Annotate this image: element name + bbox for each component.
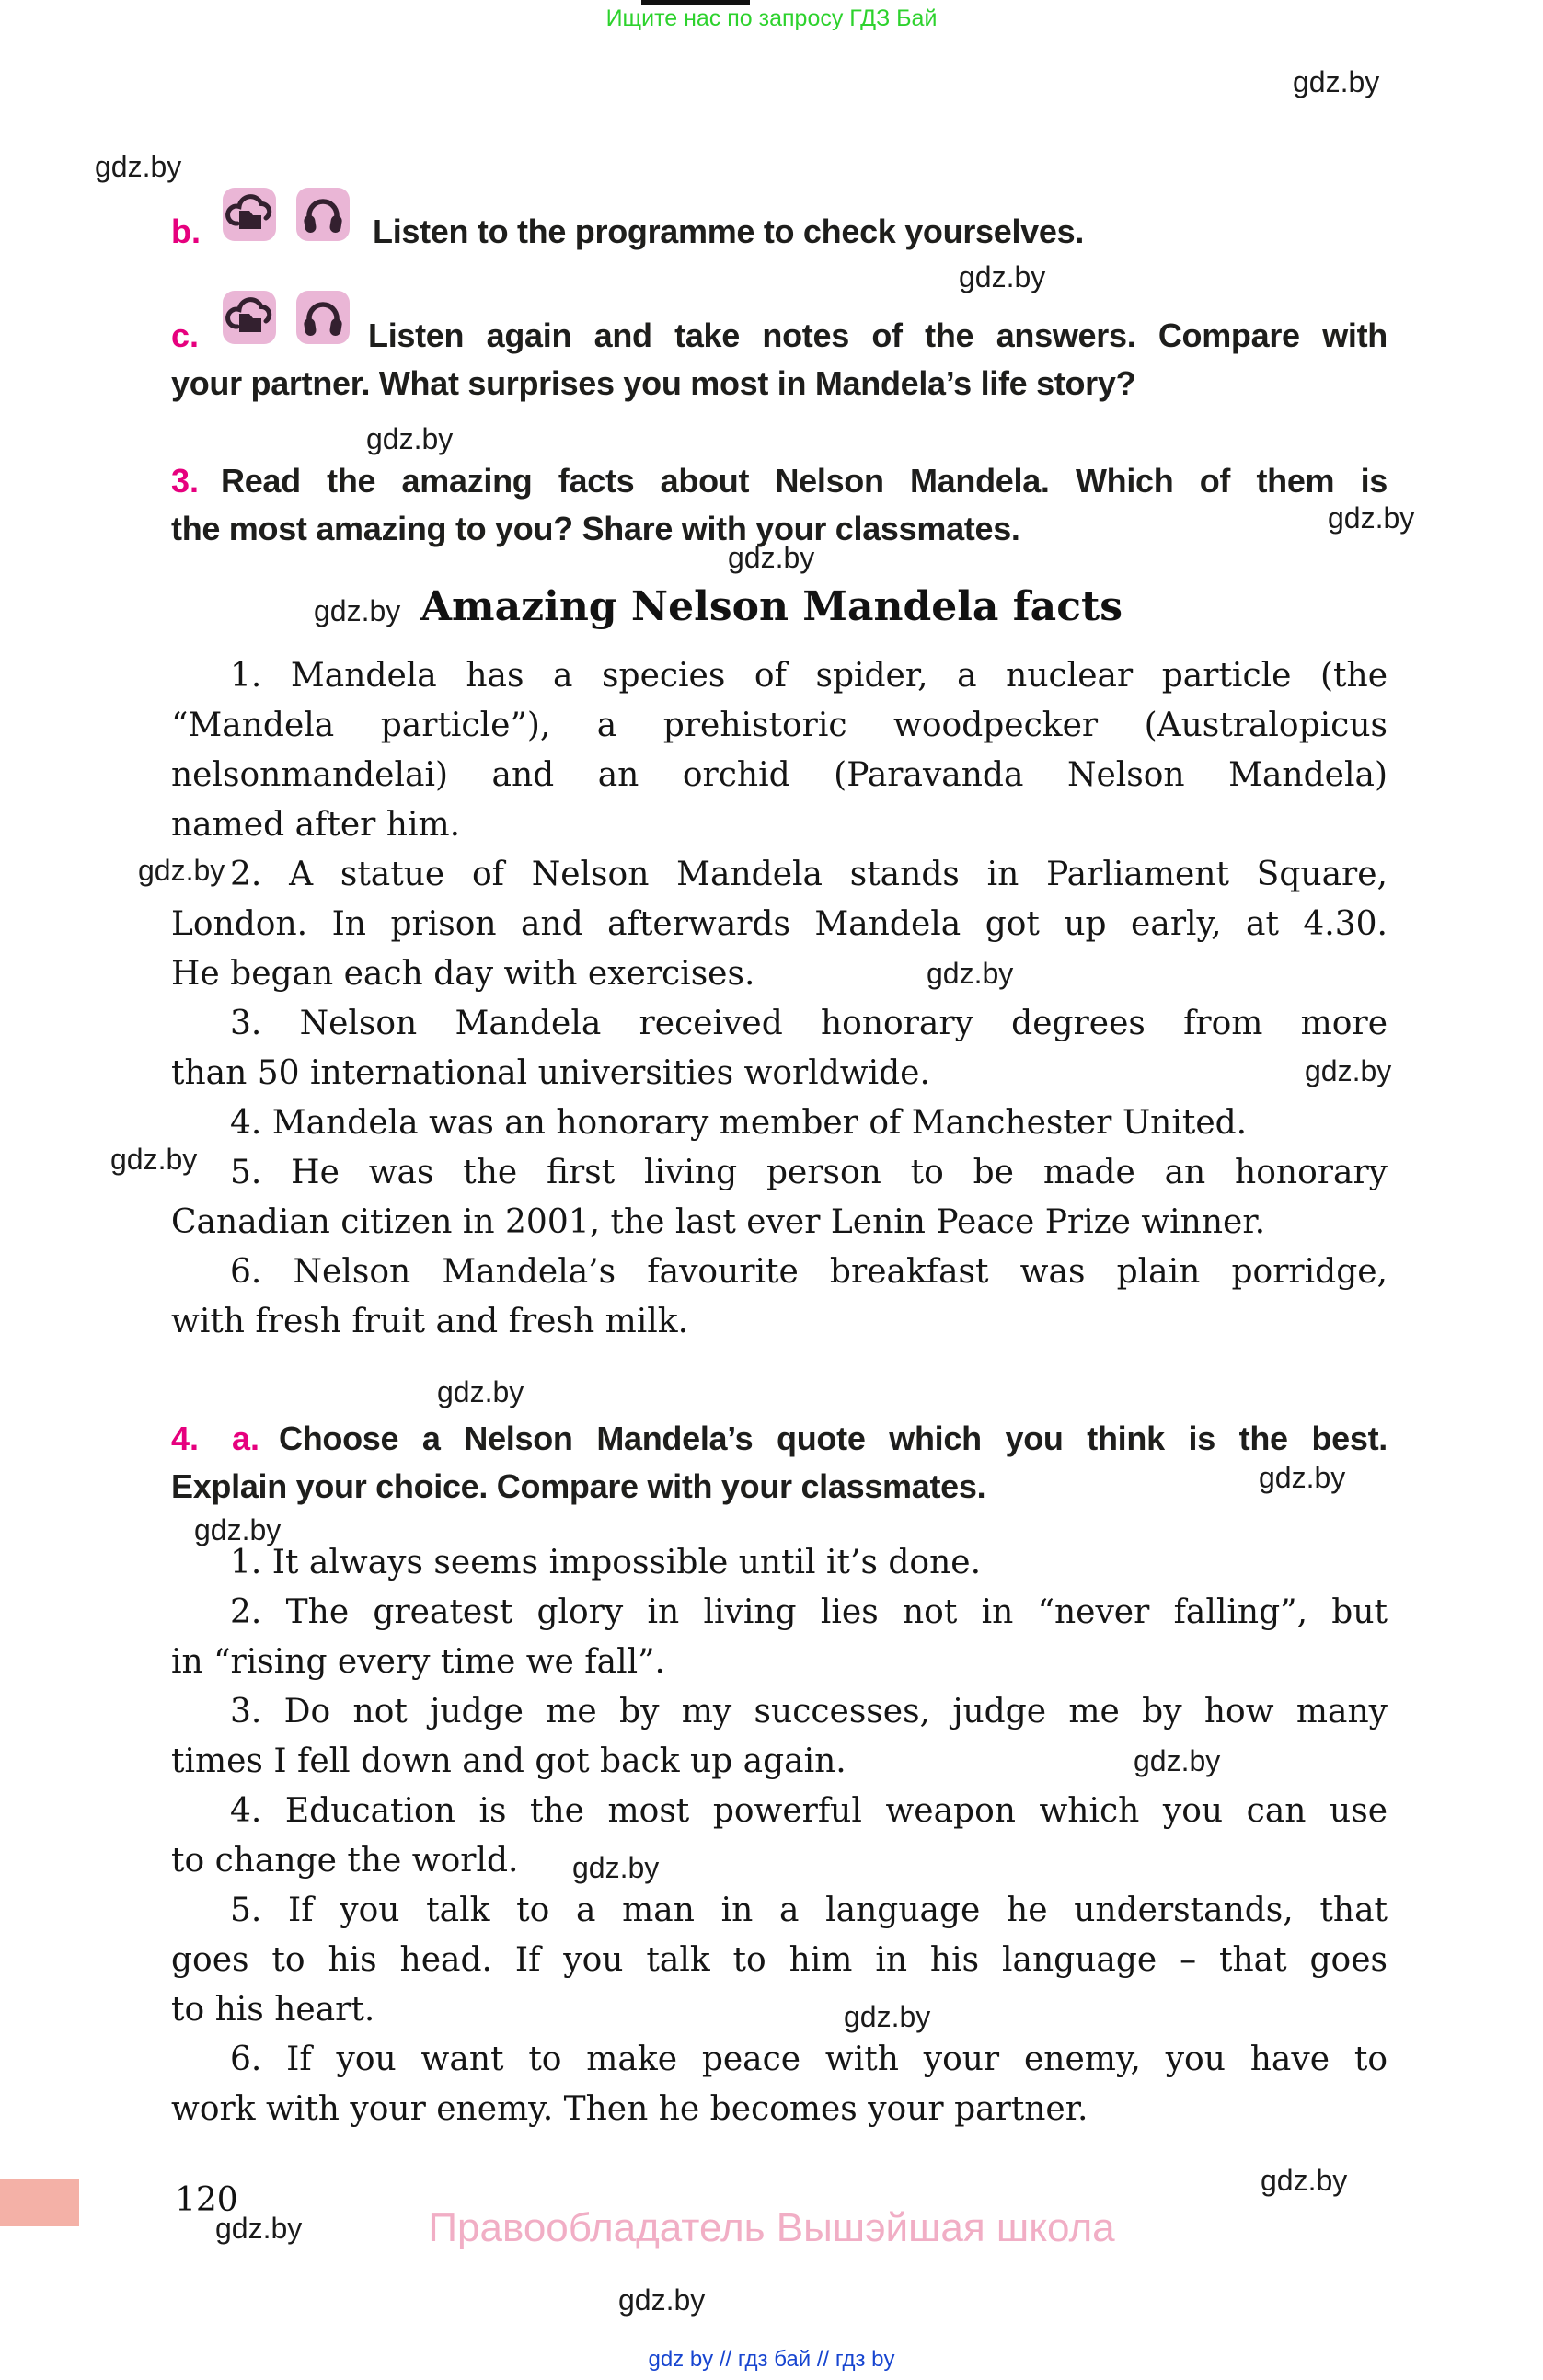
text-line: 2. A statue of Nelson Mandela stands in Parliament Square, — [230, 856, 1388, 893]
text-line: in “rising every time we fall”. — [171, 1643, 665, 1681]
gdz-watermark: gdz.by — [110, 1143, 198, 1176]
search-notice: Ищите нас по запросу ГДЗ Бай — [605, 6, 938, 31]
text-line: 1. It always seems impossible until it’s done. — [230, 1544, 982, 1581]
fact-item — [171, 1247, 1388, 1347]
gdz-watermark: gdz.by — [1134, 1744, 1221, 1777]
fact-item — [171, 1148, 1388, 1247]
exercise-c-line2: your partner. What surprises you most in Mandela’s life story? — [171, 364, 1136, 402]
quote-item — [171, 1687, 1388, 1787]
text-line: than 50 international universities worldwide. — [171, 1054, 930, 1092]
gdz-watermark: gdz.by — [95, 150, 182, 183]
cloud-folder-icon — [223, 188, 276, 241]
text-line: to his heart. — [171, 1991, 375, 2029]
cloud-audio-icon — [223, 188, 276, 241]
text-line: London. In prison and afterwards Mandela got up early, at 4.30. — [171, 905, 1388, 943]
footer-links[interactable]: gdz by // гдз бай // гдз by — [648, 2347, 895, 2372]
exercise-c-label: c. — [171, 316, 200, 354]
text-line: 6. Nelson Mandela’s favourite breakfast was plain porridge, — [230, 1253, 1388, 1291]
fact-item — [171, 850, 1388, 999]
text-line: “Mandela particle”), a prehistoric woodpecker (Australopicus — [171, 707, 1388, 744]
cloud-audio-icon — [223, 291, 276, 344]
page-number: 120 — [175, 2181, 238, 2219]
gdz-watermark: gdz.by — [1259, 1461, 1346, 1494]
text-line: nelsonmandelai) and an orchid (Paravanda Nelson Mandela) — [171, 756, 1388, 794]
gdz-watermark: gdz.by — [215, 2212, 303, 2245]
text-line: 5. He was the first living person to be made an honorary — [230, 1154, 1388, 1191]
headphones-audio-icon — [296, 188, 350, 241]
copyright-text: Правообладатель Вышэйшая школа — [428, 2205, 1115, 2250]
headphones-audio-icon — [296, 291, 350, 344]
facts-title: Amazing Nelson Mandela facts — [420, 583, 1123, 630]
text-line: with fresh fruit and fresh milk. — [171, 1303, 689, 1340]
headphones-icon — [296, 188, 350, 241]
gdz-watermark: gdz.by — [572, 1851, 660, 1884]
exercise-4a-line1: Choose a Nelson Mandela’s quote which you think is the best. — [279, 1420, 1388, 1457]
fact-item — [171, 1098, 1388, 1148]
exercise-c-line1: Listen again and take notes of the answers. Compare with — [368, 316, 1388, 354]
gdz-watermark: gdz.by — [138, 854, 225, 887]
text-line: Canadian citizen in 2001, the last ever Lenin Peace Prize winner. — [171, 1203, 1266, 1241]
text-line: 1. Mandela has a species of spider, a nuclear particle (the — [230, 657, 1388, 695]
exercise-3-line1: Read the amazing facts about Nelson Mandela. Which of them is — [221, 462, 1388, 500]
quote-item — [171, 2035, 1388, 2134]
gdz-watermark: gdz.by — [194, 1513, 282, 1546]
text-line: times I fell down and got back up again. — [171, 1742, 846, 1780]
exercise-3-line2: the most amazing to you? Share with your classmates. — [171, 510, 1020, 547]
fact-item — [171, 651, 1388, 850]
text-line: work with your enemy. Then he becomes your partner. — [171, 2090, 1088, 2128]
gdz-watermark: gdz.by — [618, 2283, 706, 2317]
text-line: 3. Do not judge me by my successes, judge me by how many — [230, 1693, 1388, 1730]
gdz-watermark: gdz.by — [1328, 501, 1415, 535]
exercise-4-label: 4. — [171, 1420, 200, 1457]
text-line: 5. If you talk to a man in a language he understands, that — [230, 1891, 1388, 1929]
quote-item — [171, 1886, 1388, 2035]
text-line: 4. Education is the most powerful weapon which you can use — [230, 1792, 1388, 1830]
gdz-watermark: gdz.by — [366, 422, 454, 455]
exercise-b-label: b. — [171, 213, 201, 250]
text-line: 2. The greatest glory in living lies not in “never falling”, but — [230, 1593, 1388, 1631]
facts-list — [171, 651, 1388, 1347]
exercise-b-text: Listen to the programme to check yourselves. — [373, 213, 1085, 250]
gdz-watermark: gdz.by — [1293, 65, 1380, 98]
gdz-watermark: gdz.by — [1305, 1054, 1392, 1087]
text-line: 3. Nelson Mandela received honorary degrees from more — [230, 1005, 1388, 1042]
gdz-watermark: gdz.by — [844, 2000, 931, 2033]
gdz-watermark: gdz.by — [927, 957, 1014, 990]
text-line: 4. Mandela was an honorary member of Manchester United. — [230, 1104, 1248, 1142]
text-line: goes to his head. If you talk to him in his language – that goes — [171, 1941, 1388, 1979]
text-line: He began each day with exercises. — [171, 955, 755, 993]
quote-item — [171, 1787, 1388, 1886]
gdz-watermark: gdz.by — [437, 1375, 524, 1408]
cloud-folder-icon — [223, 291, 276, 344]
gdz-watermark: gdz.by — [728, 541, 815, 574]
quote-item — [171, 1588, 1388, 1687]
gdz-watermark: gdz.by — [314, 594, 401, 627]
fact-item — [171, 999, 1388, 1098]
headphones-icon — [296, 291, 350, 344]
quote-item — [171, 1538, 1388, 1588]
text-line: to change the world. — [171, 1842, 519, 1880]
gdz-watermark: gdz.by — [1261, 2164, 1348, 2197]
text-line: named after him. — [171, 806, 461, 844]
exercise-4a-line2: Explain your choice. Compare with your classmates. — [171, 1467, 986, 1505]
exercise-4a-label: a. — [232, 1420, 260, 1457]
text-line: 6. If you want to make peace with your enemy, you have to — [230, 2041, 1388, 2078]
quotes-list — [171, 1538, 1388, 2134]
page-number-block — [0, 2179, 79, 2226]
gdz-watermark: gdz.by — [959, 260, 1046, 293]
exercise-3-label: 3. — [171, 462, 200, 500]
